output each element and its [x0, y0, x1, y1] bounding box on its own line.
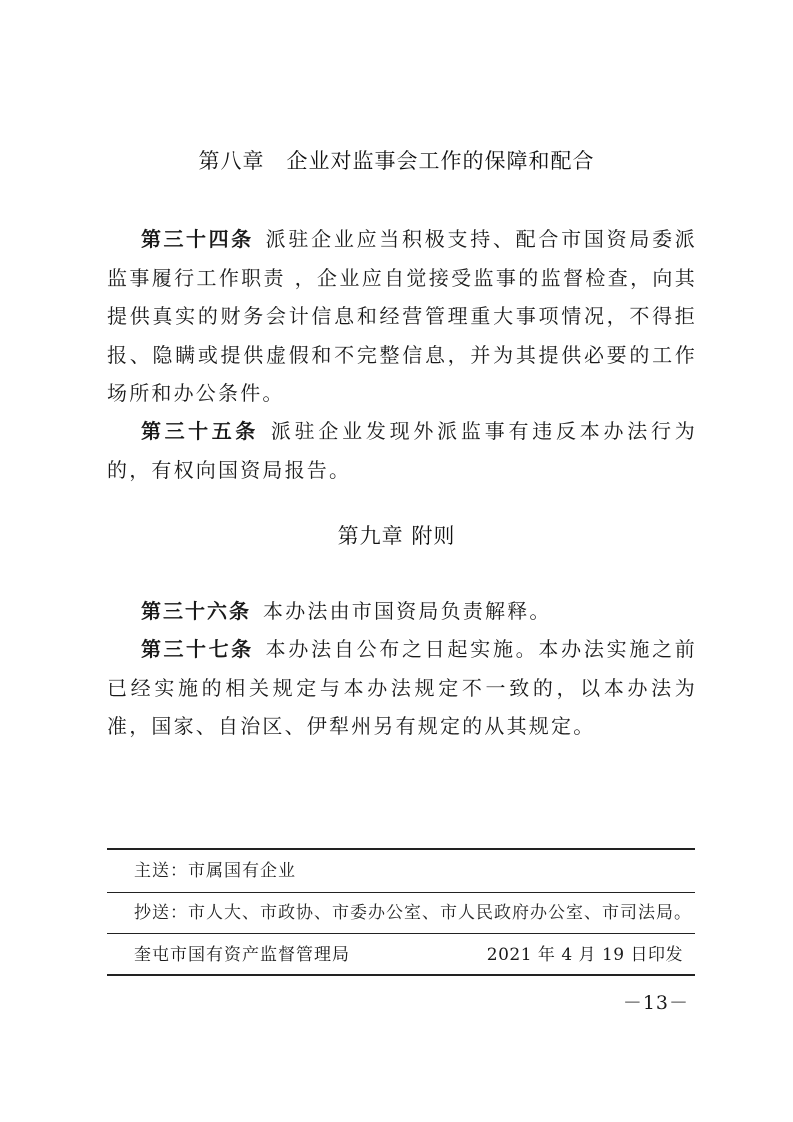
- chapter-9-label: 第九章: [337, 524, 404, 548]
- main-send-line: 主送：市属国有企业: [134, 861, 296, 881]
- article-36: [107, 592, 697, 631]
- article-37-text: 本办法自公布之日起实施。本办法实施之前已经实施的相关规定与本办法规定不一致的，以本办法为准，国家、自治区、伊犁州另有规定的从其规定。: [107, 637, 697, 738]
- copy-send-line: 抄送：市人大、市政协、市委办公室、市人民政府办公室、市司法局。: [134, 903, 692, 923]
- footer-lower-rule: [107, 933, 695, 934]
- chapter-8-label: 第八章: [198, 149, 265, 173]
- article-36-number: 第三十六条: [141, 599, 251, 623]
- chapter-8-title: 企业对监事会工作的保障和配合: [286, 149, 595, 173]
- chapter-8-heading: [0, 147, 793, 175]
- footer-bottom-rule: [107, 974, 695, 976]
- footer-top-rule: [107, 848, 695, 850]
- article-35-number: 第三十五条: [141, 419, 259, 443]
- article-34-text: 派驻企业应当积极支持、配合市国资局委派监事履行工作职责 ，企业应自觉接受监事的监督检查，向其提供真实的财务会计信息和经营管理重大事项情况，不得拒报、隐瞒或提供虚假和不完整信息，并为其提供必要的工作场所和办公条件。: [107, 227, 697, 405]
- footer-middle-rule: [107, 892, 695, 893]
- article-34-number: 第三十四条: [141, 227, 254, 251]
- article-35-text: 派驻企业发现外派监事有违反本办法行为的，有权向国资局报告。: [107, 419, 698, 482]
- issue-date: 2021 年 4 月 19 日印发: [486, 945, 683, 965]
- article-37: [107, 630, 697, 746]
- page-number: －13－: [622, 992, 689, 1014]
- article-36-text: 本办法由市国资局负责解释。: [263, 599, 552, 623]
- article-35: [107, 412, 697, 489]
- chapter-9-title: 附则: [411, 524, 456, 548]
- article-34: [107, 220, 697, 413]
- issuing-authority: 奎屯市国有资产监督管理局: [134, 945, 350, 965]
- article-37-number: 第三十七条: [141, 637, 254, 661]
- chapter-9-heading: [0, 522, 793, 550]
